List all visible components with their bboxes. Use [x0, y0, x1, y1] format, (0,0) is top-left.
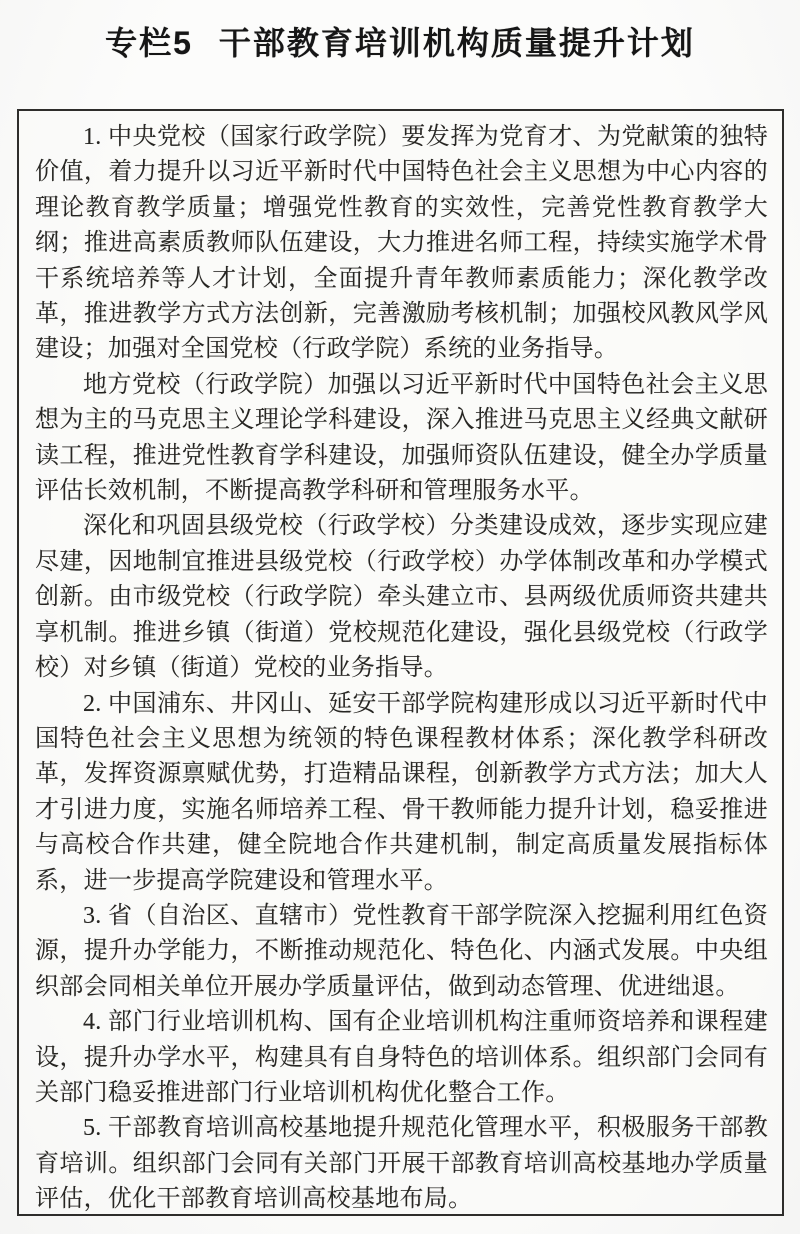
panel-title [0, 24, 800, 62]
panel-paragraph-1: 1. 中央党校（国家行政学院）要发挥为党育才、为党献策的独特价值，着力提升以习近平新时代中国特色社会主义思想为中心内容的理论教育教学质量；增强党性教育的实效性，完善党性教育教学大纲；推进高素质教师队伍建设，大力推进名师工程，持续实施学术骨干系统培养等人才计划，全面提升青年教师素质能力；深化教学改革，推进教学方式方法创新，完善激励考核机制；加强校风教风学风建设；加强对全国党校（行政学院）系统的业务指导。 [35, 124, 768, 363]
panel-paragraph-6: 4. 部门行业培训机构、国有企业培训机构注重师资培养和课程建设，提升办学水平，构建具有自身特色的培训体系。组织部门会同有关部门稳妥推进部门行业培训机构优化整合工作。 [35, 1009, 768, 1106]
panel-paragraph-3: 深化和巩固县级党校（行政学校）分类建设成效，逐步实现应建尽建，因地制宜推进县级党校（行政学校）办学体制改革和办学模式创新。由市级党校（行政学院）牵头建立市、县两级优质师资共建共享机制。推进乡镇（街道）党校规范化建设，强化县级党校（行政学校）对乡镇（街道）党校的业务指导。 [35, 513, 768, 682]
panel-title-text: 干部教育培训机构质量提升计划 [218, 25, 695, 61]
panel-box [17, 109, 784, 1216]
panel-paragraph-7: 5. 干部教育培训高校基地提升规范化管理水平，积极服务干部教育培训。组织部门会同有关部门开展干部教育培训高校基地办学质量评估，优化干部教育培训高校基地布局。 [35, 1115, 768, 1213]
panel-paragraph-5: 3. 省（自治区、直辖市）党性教育干部学院深入挖掘利用红色资源，提升办学能力，不断推动规范化、特色化、内涵式发展。中央组织部会同相关单位开展办学质量评估，做到动态管理、优进绌退。 [35, 902, 768, 1000]
panel-title-label: 专栏5 [105, 25, 193, 61]
panel-paragraph-2: 地方党校（行政学院）加强以习近平新时代中国特色社会主义思想为主的马克思主义理论学科建设，深入推进马克思主义经典文献研读工程，推进党性教育学科建设，加强师资队伍建设，健全办学质量评估长效机制，不断提高教学科研和管理服务水平。 [35, 371, 768, 505]
panel-paragraph-4: 2. 中国浦东、井冈山、延安干部学院构建形成以习近平新时代中国特色社会主义思想为统领的特色课程教材体系；深化教学科研改革，发挥资源禀赋优势，打造精品课程，创新教学方式方法；加大人才引进力度，实施名师培养工程、骨干教师能力提升计划，稳妥推进与高校合作共建，健全院地合作共建机制，制定高质量发展指标体系，进一步提高学院建设和管理水平。 [35, 690, 768, 894]
